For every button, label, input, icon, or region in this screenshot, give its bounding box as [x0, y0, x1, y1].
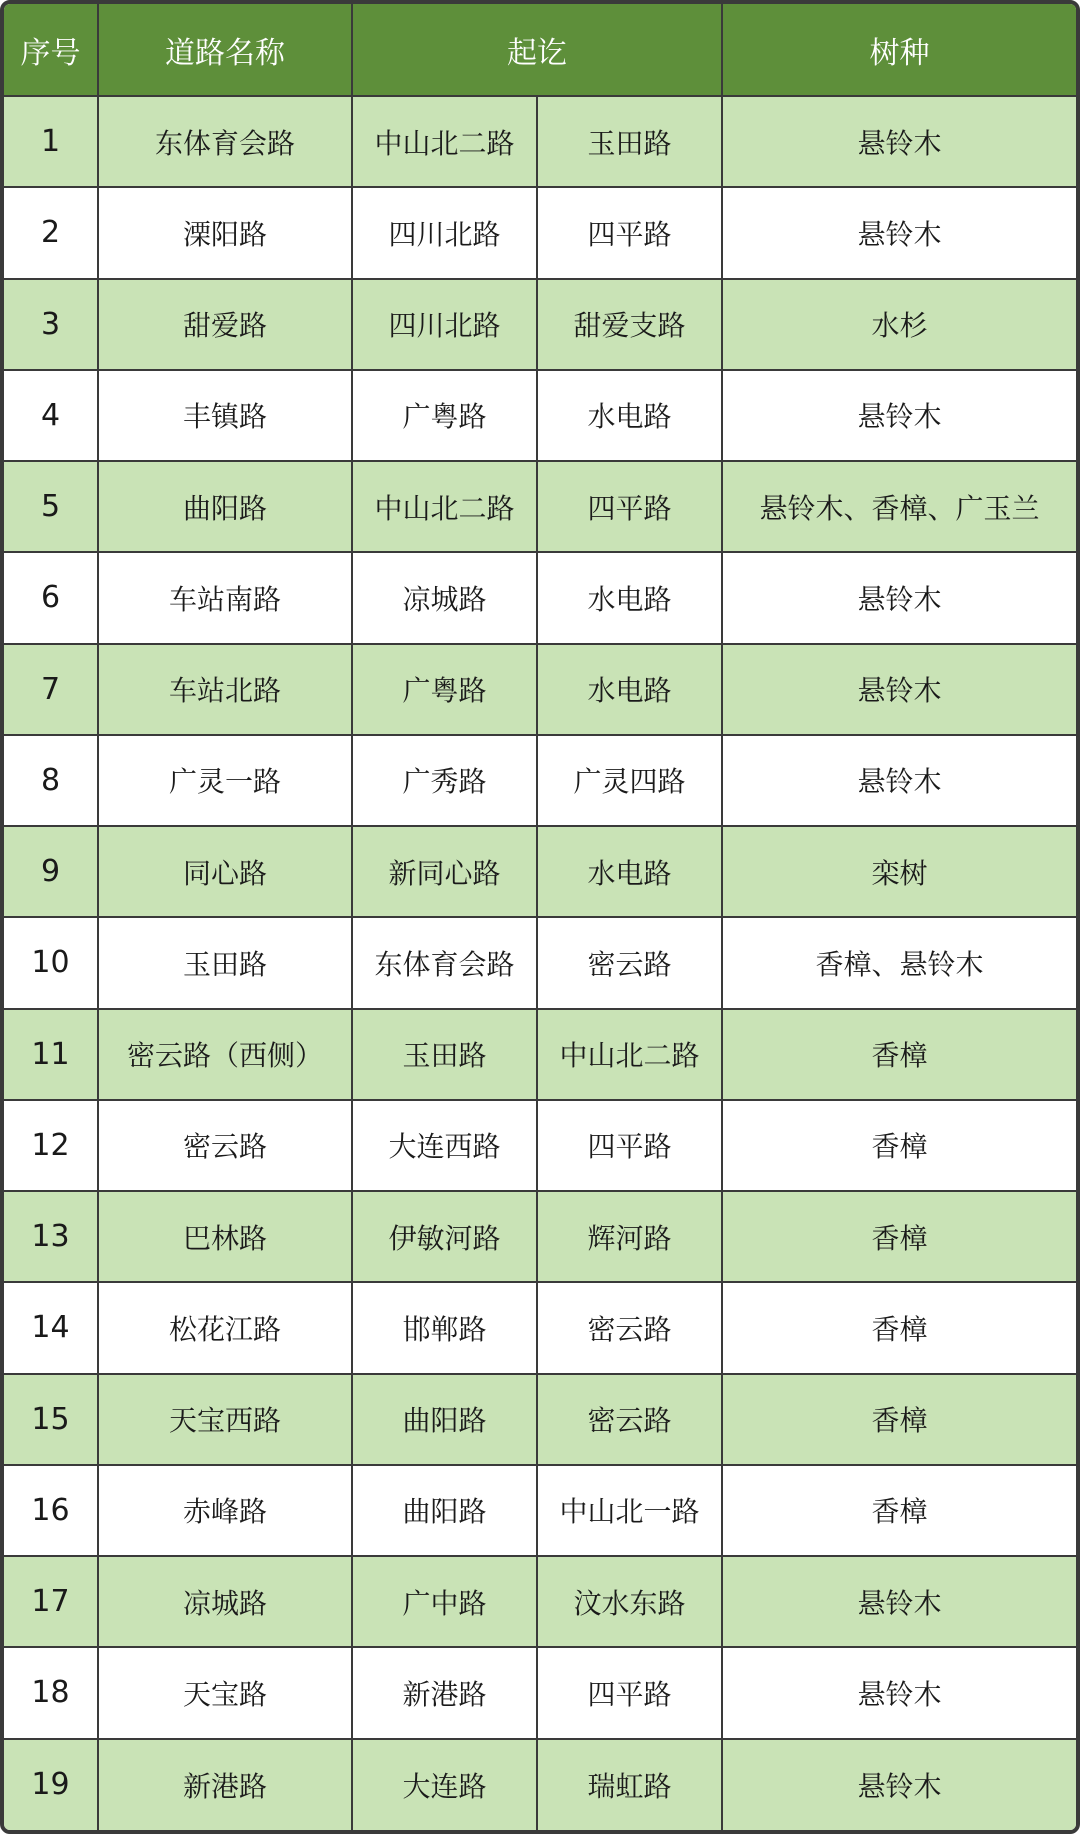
cell-start: 曲阳路 — [352, 1374, 537, 1465]
cell-start: 广粤路 — [352, 644, 537, 735]
table-row — [4, 644, 1076, 735]
cell-start: 新港路 — [352, 1647, 537, 1738]
table-row — [4, 461, 1076, 552]
cell-no: 6 — [4, 552, 98, 643]
cell-start: 玉田路 — [352, 1009, 537, 1100]
cell-tree-species: 悬铃木 — [722, 370, 1076, 461]
cell-tree-species: 香樟 — [722, 1282, 1076, 1373]
cell-road-name: 新港路 — [98, 1739, 352, 1831]
cell-start: 中山北二路 — [352, 461, 537, 552]
table-row — [4, 735, 1076, 826]
cell-no: 12 — [4, 1100, 98, 1191]
table-row — [4, 917, 1076, 1008]
cell-no: 17 — [4, 1556, 98, 1647]
cell-start: 四川北路 — [352, 279, 537, 370]
cell-end: 水电路 — [537, 826, 722, 917]
table-row — [4, 1100, 1076, 1191]
cell-road-name: 密云路（西侧） — [98, 1009, 352, 1100]
cell-tree-species: 香樟 — [722, 1465, 1076, 1556]
cell-end: 密云路 — [537, 1374, 722, 1465]
cell-road-name: 曲阳路 — [98, 461, 352, 552]
cell-road-name: 松花江路 — [98, 1282, 352, 1373]
cell-end: 水电路 — [537, 644, 722, 735]
cell-end: 密云路 — [537, 1282, 722, 1373]
cell-end: 玉田路 — [537, 96, 722, 187]
table-row — [4, 1374, 1076, 1465]
header-no: 序号 — [4, 4, 98, 96]
cell-start: 东体育会路 — [352, 917, 537, 1008]
cell-road-name: 溧阳路 — [98, 187, 352, 278]
cell-start: 新同心路 — [352, 826, 537, 917]
header-tree-species: 树种 — [722, 4, 1076, 96]
cell-no: 7 — [4, 644, 98, 735]
cell-road-name: 广灵一路 — [98, 735, 352, 826]
table-row — [4, 1556, 1076, 1647]
cell-tree-species: 栾树 — [722, 826, 1076, 917]
header-road-name: 道路名称 — [98, 4, 352, 96]
cell-no: 9 — [4, 826, 98, 917]
cell-no: 5 — [4, 461, 98, 552]
cell-no: 11 — [4, 1009, 98, 1100]
cell-end: 四平路 — [537, 187, 722, 278]
cell-no: 10 — [4, 917, 98, 1008]
cell-end: 水电路 — [537, 370, 722, 461]
cell-end: 中山北一路 — [537, 1465, 722, 1556]
cell-start: 凉城路 — [352, 552, 537, 643]
cell-road-name: 东体育会路 — [98, 96, 352, 187]
cell-start: 伊敏河路 — [352, 1191, 537, 1282]
cell-no: 2 — [4, 187, 98, 278]
cell-tree-species: 悬铃木、香樟、广玉兰 — [722, 461, 1076, 552]
cell-road-name: 天宝路 — [98, 1647, 352, 1738]
table-row — [4, 96, 1076, 187]
cell-tree-species: 香樟 — [722, 1374, 1076, 1465]
cell-tree-species: 悬铃木 — [722, 187, 1076, 278]
cell-start: 大连西路 — [352, 1100, 537, 1191]
table-row — [4, 1191, 1076, 1282]
cell-end: 密云路 — [537, 917, 722, 1008]
cell-no: 4 — [4, 370, 98, 461]
table-row — [4, 1282, 1076, 1373]
cell-road-name: 天宝西路 — [98, 1374, 352, 1465]
cell-road-name: 丰镇路 — [98, 370, 352, 461]
cell-start: 邯郸路 — [352, 1282, 537, 1373]
header-range: 起讫 — [352, 4, 722, 96]
cell-start: 广秀路 — [352, 735, 537, 826]
table-row — [4, 1739, 1076, 1831]
cell-end: 四平路 — [537, 1100, 722, 1191]
road-tree-table — [4, 4, 1076, 1830]
cell-start: 广中路 — [352, 1556, 537, 1647]
cell-no: 18 — [4, 1647, 98, 1738]
cell-end: 四平路 — [537, 1647, 722, 1738]
cell-road-name: 赤峰路 — [98, 1465, 352, 1556]
table-row — [4, 1647, 1076, 1738]
cell-tree-species: 香樟 — [722, 1100, 1076, 1191]
cell-no: 14 — [4, 1282, 98, 1373]
cell-start: 曲阳路 — [352, 1465, 537, 1556]
table-row — [4, 826, 1076, 917]
cell-tree-species: 香樟、悬铃木 — [722, 917, 1076, 1008]
cell-no: 19 — [4, 1739, 98, 1831]
cell-no: 13 — [4, 1191, 98, 1282]
cell-tree-species: 香樟 — [722, 1009, 1076, 1100]
cell-end: 四平路 — [537, 461, 722, 552]
cell-start: 四川北路 — [352, 187, 537, 278]
cell-tree-species: 悬铃木 — [722, 552, 1076, 643]
cell-no: 1 — [4, 96, 98, 187]
cell-road-name: 玉田路 — [98, 917, 352, 1008]
cell-road-name: 车站南路 — [98, 552, 352, 643]
cell-road-name: 车站北路 — [98, 644, 352, 735]
cell-end: 汶水东路 — [537, 1556, 722, 1647]
cell-tree-species: 悬铃木 — [722, 1647, 1076, 1738]
cell-road-name: 密云路 — [98, 1100, 352, 1191]
cell-tree-species: 悬铃木 — [722, 1739, 1076, 1831]
table-row — [4, 1009, 1076, 1100]
cell-start: 大连路 — [352, 1739, 537, 1831]
cell-end: 瑞虹路 — [537, 1739, 722, 1831]
cell-no: 16 — [4, 1465, 98, 1556]
cell-road-name: 巴林路 — [98, 1191, 352, 1282]
cell-start: 中山北二路 — [352, 96, 537, 187]
cell-tree-species: 水杉 — [722, 279, 1076, 370]
table-row — [4, 187, 1076, 278]
cell-start: 广粤路 — [352, 370, 537, 461]
cell-tree-species: 悬铃木 — [722, 96, 1076, 187]
cell-end: 辉河路 — [537, 1191, 722, 1282]
cell-end: 水电路 — [537, 552, 722, 643]
cell-no: 8 — [4, 735, 98, 826]
table-body — [4, 96, 1076, 1830]
cell-road-name: 同心路 — [98, 826, 352, 917]
cell-tree-species: 香樟 — [722, 1191, 1076, 1282]
cell-tree-species: 悬铃木 — [722, 644, 1076, 735]
cell-no: 15 — [4, 1374, 98, 1465]
cell-tree-species: 悬铃木 — [722, 735, 1076, 826]
table-row — [4, 552, 1076, 643]
cell-road-name: 凉城路 — [98, 1556, 352, 1647]
cell-end: 甜爱支路 — [537, 279, 722, 370]
cell-tree-species: 悬铃木 — [722, 1556, 1076, 1647]
table-row — [4, 1465, 1076, 1556]
header-row — [4, 4, 1076, 96]
table-header — [4, 4, 1076, 96]
table-row — [4, 370, 1076, 461]
cell-no: 3 — [4, 279, 98, 370]
cell-road-name: 甜爱路 — [98, 279, 352, 370]
cell-end: 广灵四路 — [537, 735, 722, 826]
cell-end: 中山北二路 — [537, 1009, 722, 1100]
table-row — [4, 279, 1076, 370]
